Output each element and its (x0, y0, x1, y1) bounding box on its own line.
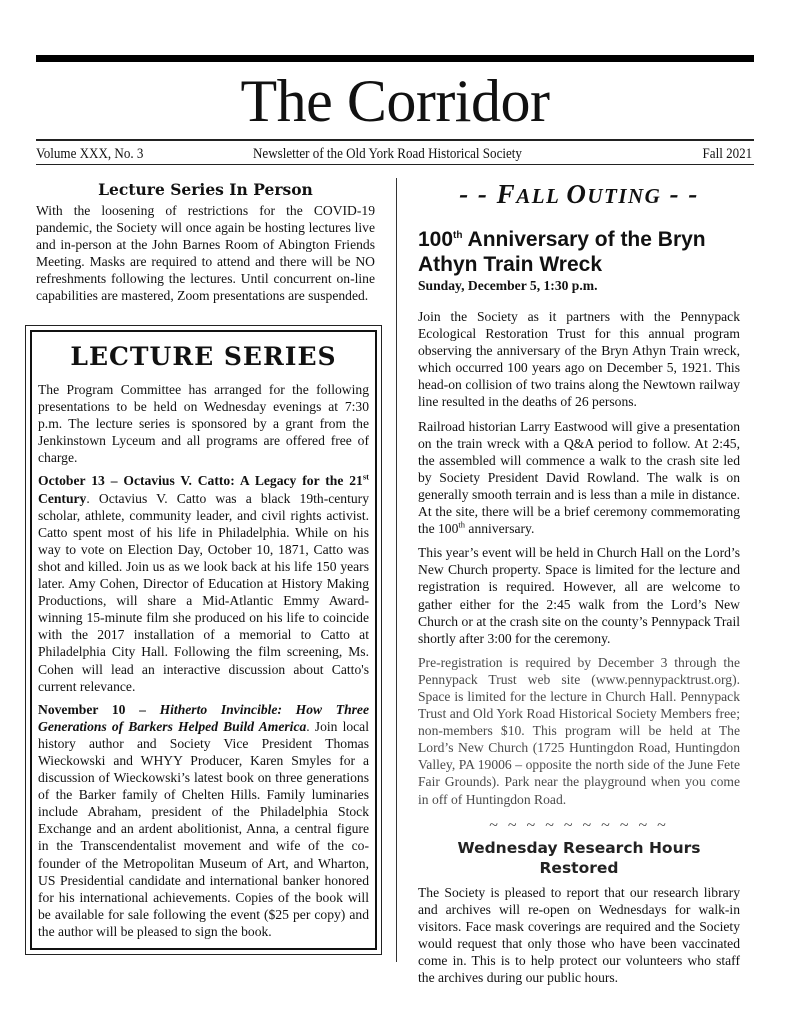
right-column (418, 180, 740, 993)
newsletter-title: The Corridor (240, 68, 550, 134)
lecture-title-november: Hitherto Invincible: How Three Generations of Barkers Helped Build America (38, 701, 369, 734)
p2-sup: th (458, 519, 466, 530)
newsletter-subtitle: Newsletter of the Old York Road Historical Society (253, 146, 522, 162)
banner-dashes-left: - - (459, 179, 497, 209)
banner-all: ALL (516, 184, 567, 208)
lecture-title-october-sup: st (362, 471, 369, 482)
banner-uting: UTING (587, 184, 662, 208)
volume-number: Volume XXX, No. 3 (36, 146, 144, 162)
banner-dashes-right: - - (661, 179, 699, 209)
train-wreck-title (418, 227, 740, 277)
train-wreck-registration: Pre-registration is required by December 3 through the Pennypack Trust web site (www.pennypacktrust.org). Space is limited for the lecture in Church Hall. Pennypack Trust and Old York Road Historical Society Members free; non-members $10. This program will be held at The Lord’s New Church (1725 Huntingdon Road, Huntingdon Valley, PA 19006 – opposite the north side of the June Fete Fair Grounds). Park near the playground when you come in off of Huntingdon Road. (418, 654, 740, 807)
train-wreck-paragraph-2 (418, 418, 740, 538)
lecture-body-october: . Octavius V. Catto was a black 19th-century scholar, athlete, community leader, and civil rights activist. Catto spent most of his life in Philadelphia. While on his way to vote on Election Day, October 10, 1871, Catto was shot and killed. Join us as we look back at his life 150 years later. Amy Cohen, Director of Education at History Making Productions, will share a Mid-Atlantic Emmy Award-winning 15-minute film she produced on his life to coincide with the 2017 installation of a memorial to Catto at Philadelphia City Hall. Following the film screening, Ms. Cohen will lead an interactive discussion about Catto's current relevance. (38, 490, 369, 694)
lecture-series-heading: LECTURE SERIES (70, 342, 337, 371)
p2-prefix: Railroad historian Larry Eastwood will give a presentation on the train wreck with a Q&A period to follow. At 2:45, the assembled will commence a walk to the crash site led by Society President David Rowland. The walk is on generally smooth terrain and is less than a mile in distance. At the site, there will be a brief ceremony commemorating the 100 (418, 418, 740, 537)
lecture-in-person-heading: Lecture Series In Person (98, 180, 313, 199)
lecture-series-box-inner (30, 330, 377, 950)
train-wreck-title-sup: th (453, 230, 463, 241)
section-separator: ~ ~ ~ ~ ~ ~ ~ ~ ~ ~ (489, 816, 669, 834)
banner-f: F (496, 179, 517, 209)
lecture-series-intro: The Program Committee has arranged for the following presentations to be held on Wednesday evenings at 7:30 p.m. The lecture series is sponsored by a grant from the Jenkinstown Lyceum and all programs are offered free of charge. (38, 382, 369, 466)
research-hours-heading: Wednesday Research Hours Restored (457, 838, 701, 877)
lecture-date-november: November 10 – (38, 701, 160, 717)
research-hours-body: The Society is pleased to report that our research library and archives will re-open on Wednesdays for walk-in visitors. Face mask coverings are required and the Society would request that only those who have been vaccinated come in. This is to help protect our volunteers who staff the archives during our public hours. (418, 884, 740, 986)
lecture-series-box (25, 325, 382, 955)
masthead-rule (36, 139, 754, 141)
column-divider (396, 178, 397, 962)
train-wreck-paragraph-3: This year’s event will be held in Church Hall on the Lord’s New Church property. Space is limited for the lecture and registration is required. However, all are welcome to gather either for the 2:45 walk from the Lord’s New Church or at the crash site on the county’s Pennypack Trail shortly after 3:00 for the ceremony. (418, 545, 740, 646)
issue-line (36, 145, 754, 163)
train-wreck-paragraph-1: Join the Society as it partners with the Pennypack Ecological Restoration Trust for this annual program observing the anniversary of the Bryn Athyn Train wreck, which occurred 100 years ago on December 5, 1921. This head-on collision of two trains along the Newtown railway line resulted in the deaths of 26 persons. (418, 309, 740, 410)
masthead-top-rule (36, 55, 754, 62)
lecture-title-october-prefix: October 13 – Octavius V. Catto: A Legacy for the 21 (38, 473, 363, 489)
issue-line-rule (36, 164, 754, 165)
lecture-title-october-suffix: Century (38, 490, 87, 506)
lecture-in-person-body: With the loosening of restrictions for the COVID-19 pandemic, the Society will once again be hosting lectures live and in-person at the John Barnes Room of Abington Friends Meeting. Masks are required to attend and there will be NO refreshments following the lectures. Until concurrent on-line capabilities are mastered, Zoom presentations are suspended. (36, 203, 375, 304)
train-wreck-title-num: 100 (418, 228, 454, 251)
left-column (36, 180, 375, 305)
train-wreck-date: Sunday, December 5, 1:30 p.m. (418, 278, 598, 293)
fall-outing-banner (418, 178, 740, 212)
lecture-event-november (38, 701, 369, 940)
p2-suffix: anniversary. (465, 521, 535, 537)
train-wreck-title-rest: Anniversary of the Bryn Athyn Train Wreck (418, 228, 706, 276)
banner-o: O (566, 179, 588, 209)
lecture-body-november: . Join local history author and Society Vice President Thomas Wieckowski and WHYY Producer, Karen Smyles for a discussion of Wieckowski’s latest book on three generations of the Barker family of Chelten Hills. Family luminaries include Abraham, president of the Philadelphia Stock Exchange and an ardent abolitionist, Anna, a central figure in the Transcendentalist movement and wife of the co-founder of the Metropolitan Museum of Art, and Wharton, US Presidential candidate and international banker honored for his international achievements. Copies of the book will be available for sale following the event ($25 per copy) and the author will be pleased to sign the book. (38, 718, 369, 939)
lecture-event-october (38, 472, 369, 694)
issue-season: Fall 2021 (702, 146, 752, 162)
